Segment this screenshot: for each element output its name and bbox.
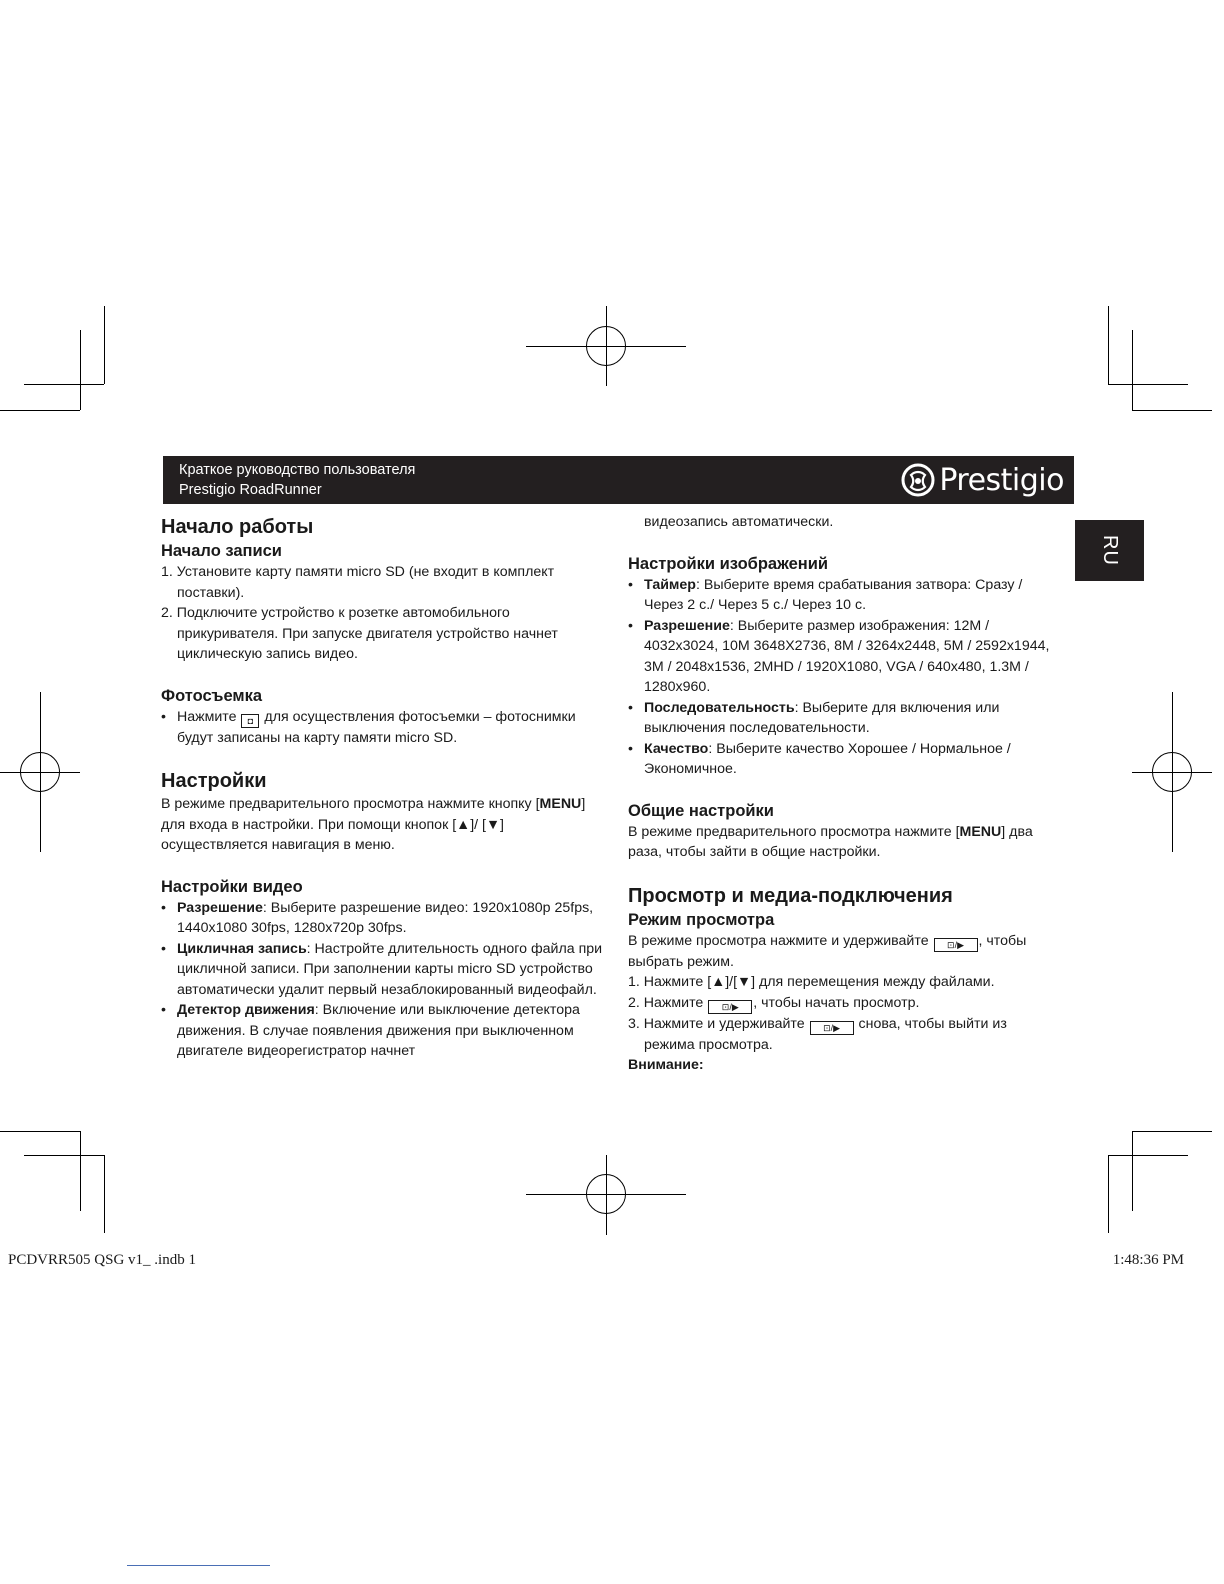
list-item: • Последовательность: Выберите для включения или выключения последовательности. [628,699,1000,736]
left-column [161,514,603,1062]
list-item: 3. Нажмите и удерживайте ⊡/▶ снова, чтобы выйти из режима просмотра. [628,1015,1007,1053]
bottom-rule [127,1565,270,1566]
prestigio-emblem-icon [901,463,935,497]
list-item: 2. Подключите устройство к розетке автомобильного прикуривателя. При запуске двигателя устройство начнет циклическую запись видео. [161,605,558,662]
section-title-start: Начало работы [161,516,314,538]
right-column [628,512,1060,1076]
header-title: Краткое руководство пользователя [179,462,416,478]
list-item: • Детектор движения: Включение или выключение детектора движения. В случае появления движения при выключенном двигателе видеорегистратор начнет [161,1002,580,1059]
list-item: • Цикличная запись: Настройте длительность одного файла при цикличной записи. При заполнении карты micro SD устройство автоматически удалит первый незаблокированный видеофайл. [161,940,603,998]
footer-time: 1:48:36 PM [1112,1252,1184,1268]
list-item: 1. Нажмите [▲]/[▼] для перемещения между файлами. [628,974,995,990]
list-item: 2. Нажмите ⊡/▶ , чтобы начать просмотр. [628,994,920,1012]
list-item: • Разрешение: Выберите разрешение видео: 1920x1080p 25fps, 1440x1080 30fps, 1280x720p 30fps. [161,899,594,936]
photo-list [161,707,603,749]
subsection-title-record: Начало записи [161,542,282,560]
mode-playback-icon: ⊡/▶ [810,1021,854,1035]
subsection-title-image: Настройки изображений [628,554,829,573]
general-text: В режиме предварительного просмотра нажмите [MENU] два раза, чтобы зайти в общие настройки. [628,823,1033,860]
list-item: 1. Установите карту памяти micro SD (не входит в комплект поставки). [161,564,555,601]
mode-playback-icon: ⊡/▶ [708,1000,752,1014]
playback-intro: В режиме просмотра нажмите и удерживайте ⊡/▶ , чтобы выбрать режим. [628,932,1027,970]
language-tab [1075,520,1144,581]
section-title-playback: Просмотр и медиа-подключения [628,884,953,907]
image-settings-list [628,575,1060,780]
list-item: • Таймер: Выберите время срабатывания затвора: Сразу /Через 2 с./ Через 5 с./ Через 10 с. [628,576,1023,613]
settings-text: В режиме предварительного просмотра нажмите кнопку [MENU] для входа в настройки. При помощи кнопок [▲]/ [▼] осуществляется навигация в меню. [161,796,586,853]
subsection-title-video: Настройки видео [161,877,303,896]
video-settings-list [161,898,603,1062]
language-label: RU [1098,535,1121,566]
list-item: • Нажмите ◘ для осуществления фотосъемки – фотоснимки будут записаны на карту памяти micro SD. [161,708,576,746]
footer-file: PCDVRR505 QSG v1_ .indb 1 [8,1252,196,1268]
list-item: • Качество: Выберите качество Хорошее / Нормальное / Экономичное. [628,740,1011,777]
brand-name: Prestigio [939,462,1064,498]
subsection-title-playback-mode: Режим просмотра [628,910,775,929]
camera-icon: ◘ [241,714,259,728]
playback-steps [628,972,1060,1055]
record-steps [161,562,603,665]
prestigio-logo [901,461,1064,499]
continued-text: видеозапись автоматически. [644,514,834,530]
mode-playback-icon: ⊡/▶ [934,938,978,952]
header-product: Prestigio RoadRunner [179,482,322,498]
list-item: • Разрешение: Выберите размер изображения: 12M / 4032x3024, 10M 3648X2736, 8M / 3264x2448, 5M / 2592x1944, 3M / 2048x1536, 2MHD / 1920X1080, VGA / 640x480, 1.3M / 1280x960. [628,617,1050,695]
subsection-title-general: Общие настройки [628,801,774,820]
attention-label: Внимание: [628,1057,704,1073]
section-title-settings: Настройки [161,770,267,792]
subsection-title-photo: Фотосъемка [161,686,263,705]
header-bar [163,456,1074,504]
